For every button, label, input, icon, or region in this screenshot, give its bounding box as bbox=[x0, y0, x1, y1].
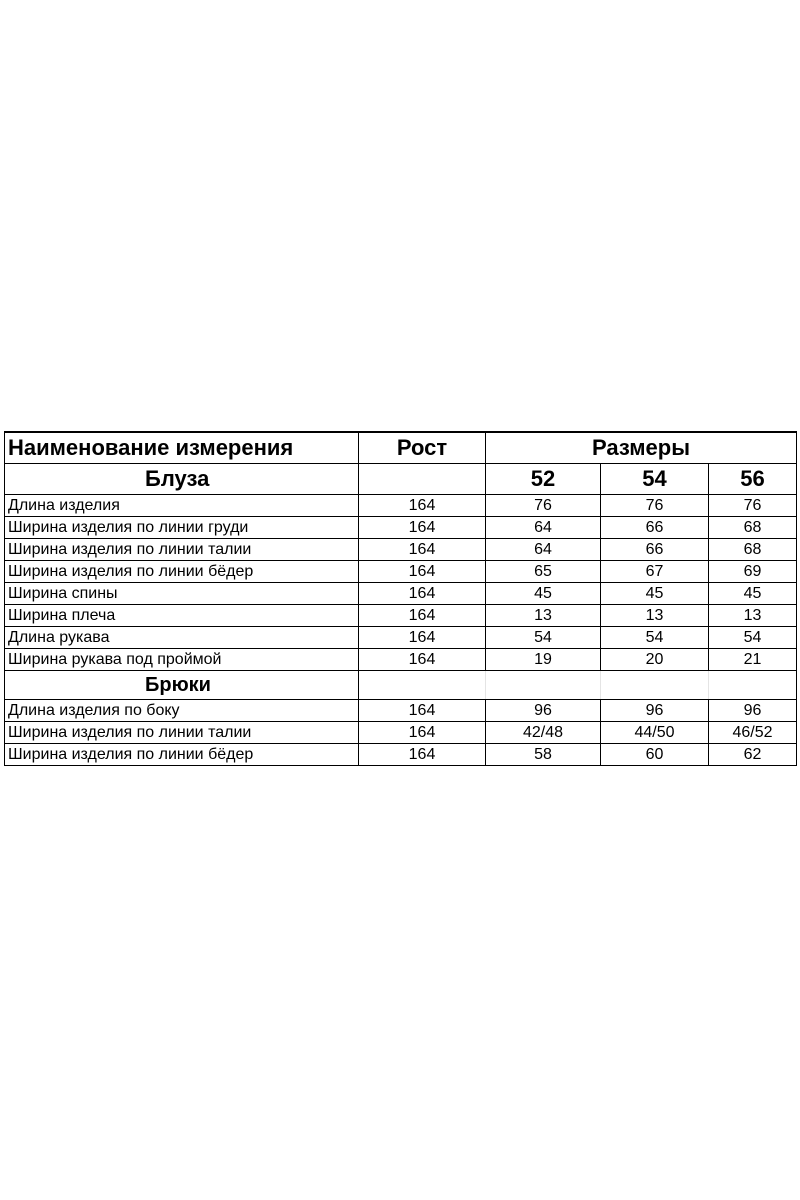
size-value: 13 bbox=[709, 605, 797, 627]
size-value: 96 bbox=[601, 700, 709, 722]
size-value: 45 bbox=[601, 583, 709, 605]
rost-value: 164 bbox=[359, 539, 486, 561]
measure-name: Ширина плеча bbox=[5, 605, 359, 627]
empty-cell bbox=[359, 671, 486, 700]
size-value: 46/52 bbox=[709, 722, 797, 744]
empty-cell bbox=[486, 671, 601, 700]
rost-value: 164 bbox=[359, 700, 486, 722]
size-value: 62 bbox=[709, 744, 797, 766]
measure-name: Ширина изделия по линии бёдер bbox=[5, 561, 359, 583]
size-value: 13 bbox=[486, 605, 601, 627]
blouse-header-row bbox=[5, 464, 797, 495]
table-row bbox=[5, 495, 797, 517]
size-value: 68 bbox=[709, 517, 797, 539]
size-value: 45 bbox=[486, 583, 601, 605]
size-value: 19 bbox=[486, 649, 601, 671]
size-value: 20 bbox=[601, 649, 709, 671]
size-value: 69 bbox=[709, 561, 797, 583]
header-row bbox=[5, 432, 797, 464]
size-value: 65 bbox=[486, 561, 601, 583]
size-value: 54 bbox=[486, 627, 601, 649]
measure-name: Длина изделия bbox=[5, 495, 359, 517]
table-row bbox=[5, 583, 797, 605]
header-sizes: Размеры bbox=[486, 432, 797, 464]
size-value: 76 bbox=[601, 495, 709, 517]
size-value: 64 bbox=[486, 517, 601, 539]
table-row bbox=[5, 517, 797, 539]
rost-value: 164 bbox=[359, 605, 486, 627]
header-name: Наименование измерения bbox=[5, 432, 359, 464]
section-title-trousers: Брюки bbox=[5, 671, 359, 700]
measure-name: Ширина рукава под проймой bbox=[5, 649, 359, 671]
measure-name: Длина рукава bbox=[5, 627, 359, 649]
size-value: 96 bbox=[709, 700, 797, 722]
rost-value: 164 bbox=[359, 722, 486, 744]
size-value: 13 bbox=[601, 605, 709, 627]
size-value: 60 bbox=[601, 744, 709, 766]
rost-value: 164 bbox=[359, 495, 486, 517]
table-row bbox=[5, 539, 797, 561]
empty-cell bbox=[601, 671, 709, 700]
measure-name: Ширина изделия по линии талии bbox=[5, 539, 359, 561]
table-row bbox=[5, 627, 797, 649]
rost-value: 164 bbox=[359, 744, 486, 766]
measure-name: Длина изделия по боку bbox=[5, 700, 359, 722]
table-row bbox=[5, 649, 797, 671]
size-value: 42/48 bbox=[486, 722, 601, 744]
size-value: 44/50 bbox=[601, 722, 709, 744]
table-row bbox=[5, 605, 797, 627]
measure-name: Ширина изделия по линии талии bbox=[5, 722, 359, 744]
size-value: 21 bbox=[709, 649, 797, 671]
measure-name: Ширина изделия по линии груди bbox=[5, 517, 359, 539]
size-value: 67 bbox=[601, 561, 709, 583]
size-value: 66 bbox=[601, 539, 709, 561]
size-56: 56 bbox=[709, 464, 797, 495]
rost-value: 164 bbox=[359, 583, 486, 605]
measure-name: Ширина изделия по линии бёдер bbox=[5, 744, 359, 766]
size-value: 76 bbox=[486, 495, 601, 517]
empty-cell bbox=[709, 671, 797, 700]
size-value: 76 bbox=[709, 495, 797, 517]
size-value: 45 bbox=[709, 583, 797, 605]
size-value: 54 bbox=[601, 627, 709, 649]
table-row bbox=[5, 722, 797, 744]
table-row bbox=[5, 744, 797, 766]
size-value: 64 bbox=[486, 539, 601, 561]
rost-value: 164 bbox=[359, 627, 486, 649]
size-value: 54 bbox=[709, 627, 797, 649]
header-rost: Рост bbox=[359, 432, 486, 464]
section-title-blouse: Блуза bbox=[5, 464, 359, 495]
size-table bbox=[4, 431, 797, 766]
size-value: 68 bbox=[709, 539, 797, 561]
size-value: 96 bbox=[486, 700, 601, 722]
rost-value: 164 bbox=[359, 561, 486, 583]
table-row bbox=[5, 700, 797, 722]
trousers-header-row bbox=[5, 671, 797, 700]
size-54: 54 bbox=[601, 464, 709, 495]
rost-empty-cell bbox=[359, 464, 486, 495]
size-value: 58 bbox=[486, 744, 601, 766]
measure-name: Ширина спины bbox=[5, 583, 359, 605]
size-52: 52 bbox=[486, 464, 601, 495]
rost-value: 164 bbox=[359, 649, 486, 671]
size-value: 66 bbox=[601, 517, 709, 539]
rost-value: 164 bbox=[359, 517, 486, 539]
table-row bbox=[5, 561, 797, 583]
